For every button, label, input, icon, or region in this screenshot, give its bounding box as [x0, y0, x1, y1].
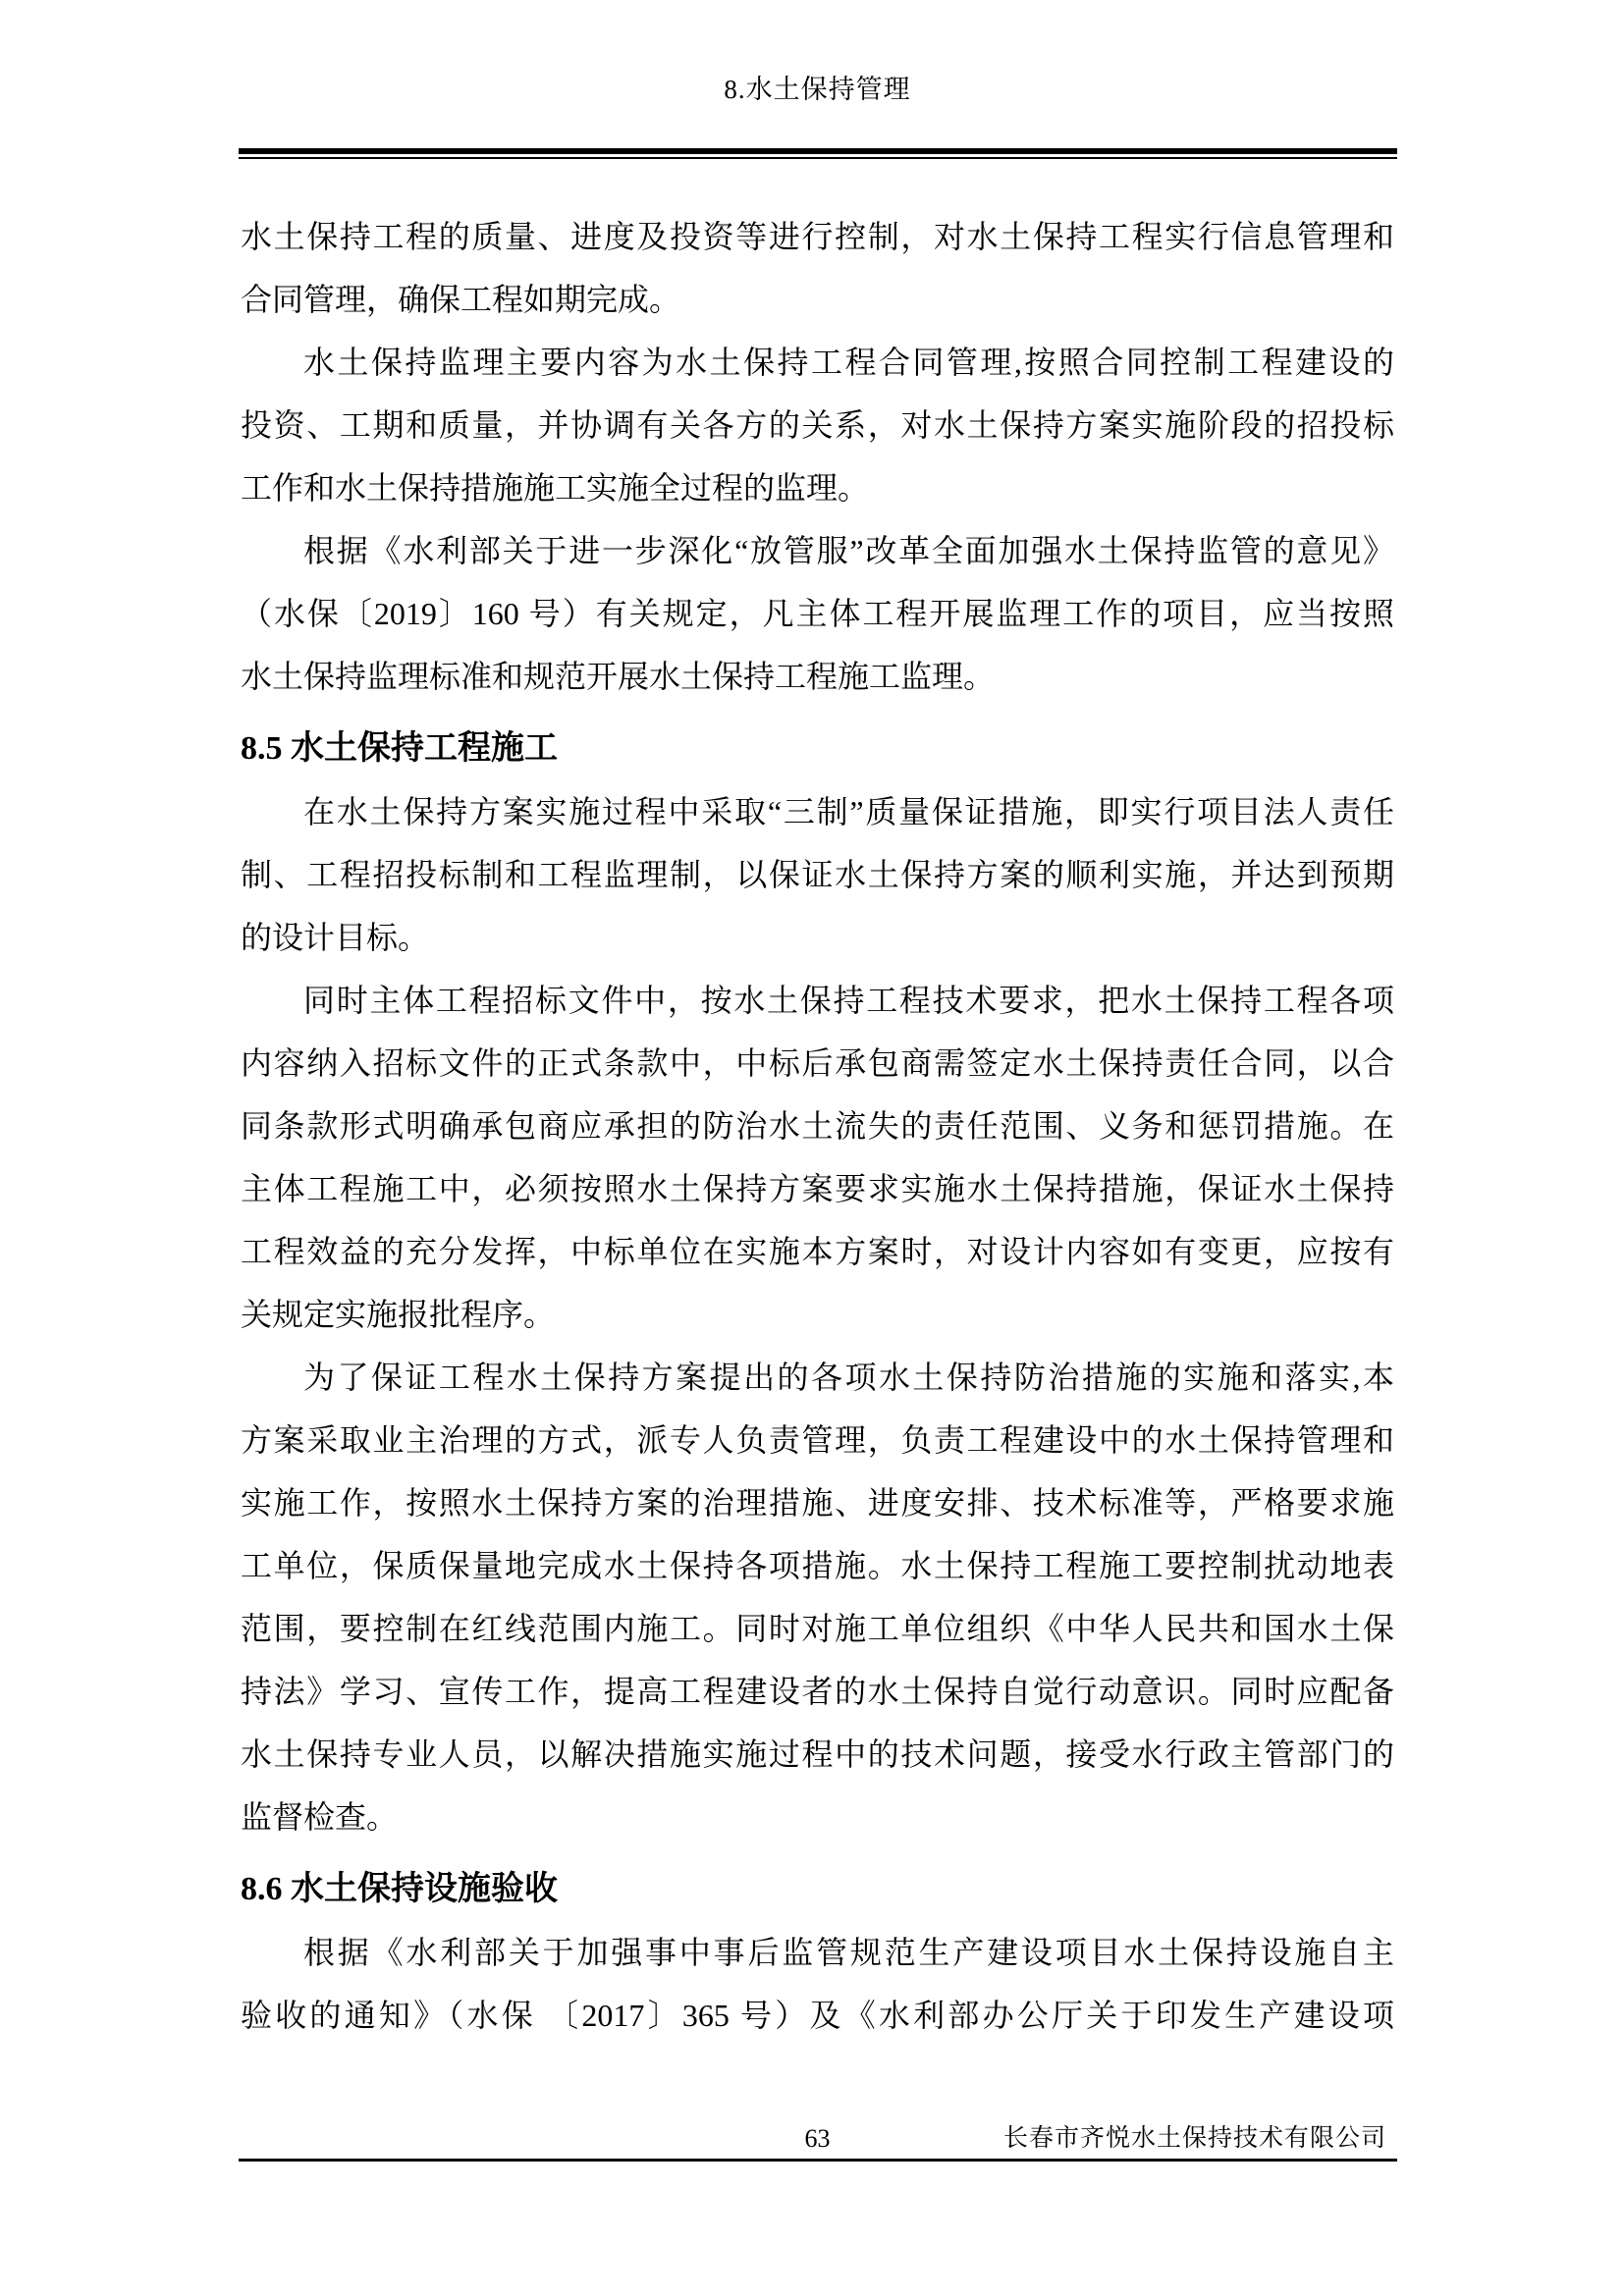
text-line: 工单位，保质保量地完成水土保持各项措施。水土保持工程施工要控制扰动地表	[241, 1548, 1394, 1583]
text-line: 验收的通知》（水保 〔2017〕365 号）及《水利部办公厅关于印发生产建设项	[241, 1998, 1394, 2033]
section-heading: 8.6 水土保持设施验收	[241, 1871, 558, 1907]
text-line: 实施工作，按照水土保持方案的治理措施、进度安排、技术标准等，严格要求施	[241, 1485, 1394, 1521]
text-line: 水土保持监理标准和规范开展水土保持工程施工监理。	[241, 659, 996, 694]
text-line: 在水土保持方案实施过程中采取“三制”质量保证措施，即实行项目法人责任	[303, 794, 1394, 829]
text-line: 水土保持监理主要内容为水土保持工程合同管理,按照合同控制工程建设的	[303, 345, 1394, 380]
text-line: 主体工程施工中，必须按照水土保持方案要求实施水土保持措施，保证水土保持	[241, 1171, 1394, 1206]
text-line: 方案采取业主治理的方式，派专人负责管理，负责工程建设中的水土保持管理和	[241, 1422, 1394, 1458]
header-rule	[239, 148, 1397, 159]
text-line: 根据《水利部关于加强事中事后监管规范生产建设项目水土保持设施自主	[303, 1935, 1394, 1970]
text-line: 同时主体工程招标文件中，按水土保持工程技术要求，把水土保持工程各项	[303, 983, 1394, 1018]
text-line: 的设计目标。	[241, 920, 430, 955]
text-line: 投资、工期和质量，并协调有关各方的关系，对水土保持方案实施阶段的招投标	[241, 407, 1394, 443]
footer-company: 长春市齐悦水土保持技术有限公司	[1002, 2125, 1386, 2152]
document-body	[241, 205, 1394, 2047]
text-line: （水保〔2019〕160 号）有关规定，凡主体工程开展监理工作的项目，应当按照	[241, 596, 1394, 631]
text-line: 制、工程招投标制和工程监理制，以保证水土保持方案的顺利实施，并达到预期	[241, 857, 1394, 892]
text-line: 工程效益的充分发挥，中标单位在实施本方案时，对设计内容如有变更，应按有	[241, 1234, 1394, 1269]
section-heading: 8.5 水土保持工程施工	[241, 730, 558, 767]
text-line: 内容纳入招标文件的正式条款中，中标后承包商需签定水土保持责任合同，以合	[241, 1045, 1394, 1081]
header-title: 8.水土保持管理	[724, 75, 911, 104]
text-line: 关规定实施报批程序。	[241, 1297, 556, 1332]
text-line: 范围，要控制在红线范围内施工。同时对施工单位组织《中华人民共和国水土保	[241, 1611, 1394, 1646]
text-line: 水土保持工程的质量、进度及投资等进行控制，对水土保持工程实行信息管理和	[241, 219, 1394, 254]
text-line: 同条款形式明确承包商应承担的防治水土流失的责任范围、义务和惩罚措施。在	[241, 1108, 1394, 1144]
text-line: 为了保证工程水土保持方案提出的各项水土保持防治措施的实施和落实,本	[303, 1360, 1394, 1395]
text-line: 监督检查。	[241, 1799, 399, 1835]
page-footer	[241, 2120, 1394, 2158]
text-line: 工作和水土保持措施施工实施全过程的监理。	[241, 470, 870, 506]
page-number: 63	[804, 2124, 831, 2153]
text-line: 水土保持专业人员，以解决措施实施过程中的技术问题，接受水行政主管部门的	[241, 1736, 1394, 1772]
footer-rule	[239, 2159, 1397, 2162]
text-line: 持法》学习、宣传工作，提高工程建设者的水土保持自觉行动意识。同时应配备	[241, 1674, 1394, 1709]
text-line: 合同管理，确保工程如期完成。	[241, 282, 681, 317]
text-line: 根据《水利部关于进一步深化“放管服”改革全面加强水土保持监管的意见》	[303, 533, 1394, 568]
